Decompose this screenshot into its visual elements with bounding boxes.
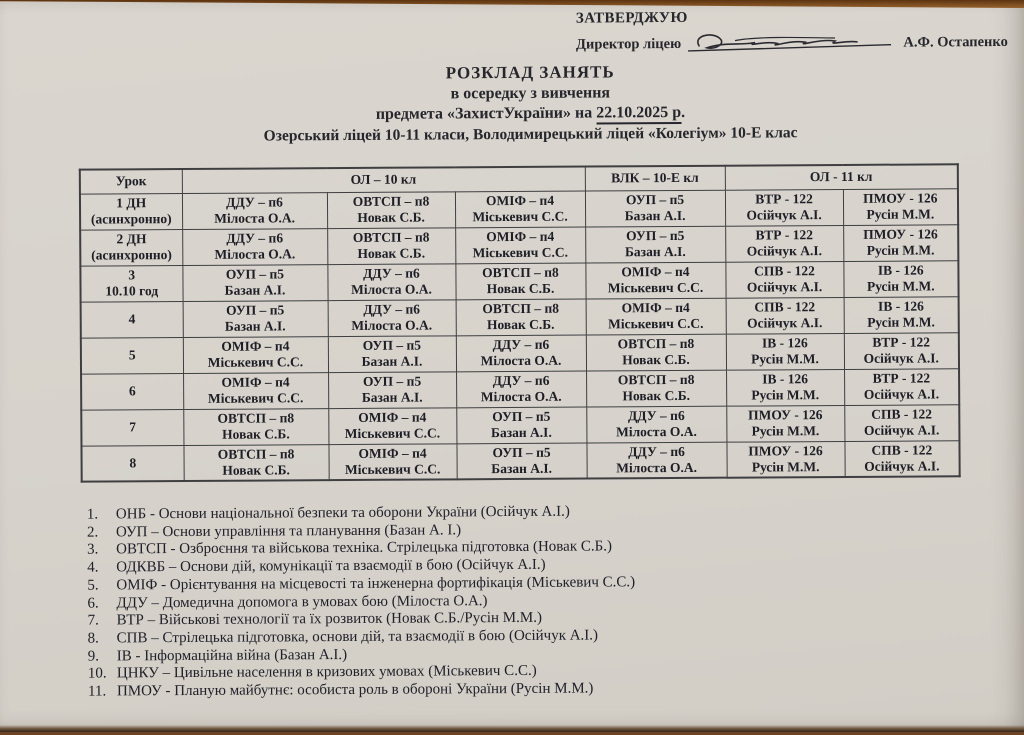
lesson-number-cell [81,301,183,338]
lesson-number-cell [80,193,182,230]
lesson-number-cell [80,265,182,302]
subject-code: ПМОУ - 126 [729,407,842,424]
schedule-cell [725,225,843,262]
teacher-name: Русін М.М. [729,423,842,440]
page-title: РОЗКЛАД ЗАНЯТЬ [38,60,1022,86]
table-row [80,224,958,265]
lesson-label-line: 2 ДН [83,231,180,248]
schedule-cell [183,444,328,481]
subject-code: ОУП – п5 [588,228,723,245]
teacher-name: Русін М.М. [729,387,842,404]
subject-code: ОВТСП – п8 [329,193,452,210]
teacher-name: Мілоста О.А. [330,317,453,334]
teacher-name: Базан А.І. [330,353,453,370]
teacher-name: Русін М.М. [846,314,956,331]
teacher-name: Осійчук А.І. [728,279,841,296]
legend-item-number: 6. [87,595,116,613]
lesson-number-cell [81,409,183,446]
legend-item-text: ДДУ – Домедична допомога в умовах бою (Мілоста О.А.) [116,590,967,613]
subject-code: ОУП – п5 [185,266,325,283]
schedule-cell [844,368,959,405]
legend-item-number: 3. [87,542,116,560]
schedule-cell [456,335,586,372]
subject-code: ДДУ – п6 [459,373,584,390]
teacher-name: Новак С.Б. [330,209,453,226]
subject-code: ПМОУ - 126 [729,443,842,460]
schedule-cell [844,296,959,333]
table-row [81,296,959,337]
teacher-name: Базан А.І. [185,318,325,335]
teacher-name: Базан А.І. [588,208,723,225]
schedule-cell [182,192,327,229]
subject-code: ОМІФ – п4 [458,229,583,246]
table-row [81,404,959,445]
teacher-name: Русін М.М. [728,351,841,368]
teacher-name: Міськевич С.С. [331,425,454,442]
legend-item-number: 11. [88,683,117,701]
schedule-cell [726,297,844,334]
teacher-name: Новак С.Б. [458,281,583,298]
schedule-cell [843,188,958,225]
teacher-name: Новак С.Б. [588,352,723,369]
legend-item-number: 1. [87,506,116,524]
teacher-name: Осійчук А.І. [728,207,841,224]
lesson-number-cell [81,337,183,374]
schedule-cell [843,224,958,261]
teacher-name: Новак С.Б. [186,462,326,479]
signature-icon [685,29,900,56]
legend-item-text: ОНБ - Основи національної безпеки та оборони України (Осійчук А.І.) [116,501,967,524]
teacher-name: Мілоста О.А. [330,281,453,298]
teacher-name: Мілоста О.А. [458,353,583,370]
lesson-label-line: 1 ДН [83,195,180,212]
lesson-label-line: 8 [85,455,182,472]
subject-code: ДДУ – п6 [330,301,453,318]
subject-code: ІВ - 126 [728,335,841,352]
legend-item-text: ОУП – Основи управління та планування (Базан А. І.) [116,519,967,542]
legend-item-text: ІВ - Інформаційна війна (Базан А.І.) [117,643,968,666]
subject-code: ІВ - 126 [846,298,956,315]
lesson-number-cell [81,445,183,482]
teacher-name: Міськевич С.С. [186,390,326,407]
schedule-cell [585,226,725,263]
schedule-cell [587,442,727,479]
schedule-cell [183,408,328,445]
schedule-cell [586,370,726,407]
schedule-cell [455,227,585,264]
teacher-name: Базан А.І. [459,425,584,442]
subject-code: ОВТСП – п8 [330,229,453,246]
schedule-cell [456,407,586,444]
teacher-name: Міськевич С.С. [458,245,583,262]
legend-item-text: ОДКВБ – Основи дій, комунікації та взаємодії в бою (Осійчук А.І.) [116,554,967,577]
schedule-cell [328,371,456,408]
teacher-name: Новак С.Б. [458,317,583,334]
schedule-cell [328,443,456,480]
subject-code: СПВ - 122 [728,299,841,316]
lesson-number-cell [80,229,182,266]
subject-code: СПВ - 122 [847,406,957,423]
legend-item-number: 10. [88,666,117,684]
title-subline-2-suffix: . [681,104,685,121]
subject-code: ДДУ – п6 [458,337,583,354]
schedule-cell [726,441,844,478]
schedule-cell [183,300,328,337]
subject-code: СПВ - 122 [728,263,841,280]
teacher-name: Осійчук А.І. [847,422,957,439]
schedule-cell [586,298,726,335]
teacher-name: Міськевич С.С. [588,280,723,297]
subject-code: ДДУ – п6 [185,230,325,247]
subject-code: ДДУ – п6 [330,265,453,282]
teacher-name: Мілоста О.А. [185,210,325,227]
teacher-name: Русін М.М. [846,206,956,223]
subject-code: ОМІФ – п4 [185,338,325,355]
teacher-name: Осійчук А.І. [847,458,957,475]
subject-code: ДДУ – п6 [589,443,724,460]
teacher-name: Осійчук А.І. [846,350,956,367]
schedule-cell [726,369,844,406]
schedule-cell [327,191,455,228]
subject-code: ДДУ – п6 [589,408,724,425]
schedule-cell [328,335,456,372]
legend-item-text: ЦНКУ – Цивільне населення в кризових умовах (Міськевич С.С.) [117,661,968,684]
schedule-date: 22.10.2025 р [596,104,681,125]
approval-role: Директор ліцею [576,36,681,53]
lesson-number-cell [81,373,183,410]
subject-code: ДДУ – п6 [184,194,324,211]
lesson-label-line: 10.10 год [83,283,180,300]
legend-item-number: 5. [87,577,116,595]
subject-code: ОВТСП – п8 [458,265,583,282]
column-header-ol-10: ОЛ – 10 кл [182,167,585,193]
column-header-ol-11: ОЛ - 11 кл [725,164,958,189]
approval-block [576,8,996,57]
lesson-label-line: 6 [84,383,181,400]
teacher-name: Мілоста О.А. [185,246,325,263]
teacher-name: Базан А.І. [459,460,584,477]
schedule-cell [585,190,725,227]
schedule-cell [455,191,585,228]
approval-stamp: ЗАТВЕРДЖУЮ [576,8,996,28]
schedule-cell [455,263,585,300]
director-name: А.Ф. Остапенко [903,34,1008,51]
schools-line: Озерський ліцей 10-11 класи, Володимирецький ліцей «Колегіум» 10-Е клас [39,123,1023,147]
teacher-name: Міськевич С.С. [185,354,325,371]
schedule-cell [844,404,959,441]
schedule-cell [726,333,844,370]
subject-code: ОВТСП – п8 [589,372,724,389]
subject-code: ОВТСП – п8 [588,336,723,353]
subject-code: ВТР - 122 [727,191,840,208]
approval-role-line [576,28,996,57]
legend-item-number: 2. [87,524,116,542]
title-subline-2 [38,102,1022,126]
schedule-cell [183,336,328,373]
subject-code: ВТР - 122 [846,334,956,351]
legend-item-text: ВТР – Військові технології та їх розвиток (Новак С.Б./Русін М.М.) [116,607,967,630]
schedule-cell [182,264,327,301]
subject-code: ПМОУ - 126 [846,226,956,243]
schedule-cell [182,228,327,265]
legend-item-number: 9. [88,648,117,666]
table-row [81,440,959,481]
teacher-name: Мілоста О.А. [459,389,584,406]
title-subline-1: в осередку з вивчення [38,82,1022,106]
schedule-cell [456,443,586,480]
subject-code: ОВТСП – п8 [186,410,326,427]
table-row [81,368,959,409]
legend-item-text: СПВ – Стрілецька підготовка, основи дій, та взаємодії в бою (Осійчук А.І.) [117,625,968,648]
title-subject: предмета «ЗахистУкраїни» на [376,104,597,122]
subject-code: ІВ - 126 [729,371,842,388]
subject-code: ОМІФ – п4 [331,445,454,462]
column-header-lesson: Урок [80,169,182,194]
teacher-name: Новак С.Б. [330,245,453,262]
schedule-cell [328,407,456,444]
teacher-name: Базан А.І. [185,282,325,299]
subject-code: ОМІФ – п4 [457,193,582,210]
subject-code: ІВ - 126 [846,262,956,279]
schedule-cell [726,405,844,442]
teacher-name: Мілоста О.А. [589,424,724,441]
schedule-cell [844,440,959,477]
subject-code: ОМІФ – п4 [588,264,723,281]
teacher-name: Міськевич С.С. [458,209,583,226]
abbreviation-legend [87,501,968,701]
legend-item-number: 7. [87,613,116,631]
teacher-name: Осійчук А.І. [728,243,841,260]
teacher-name: Міськевич С.С. [588,316,723,333]
subject-code: ОМІФ – п4 [588,300,723,317]
subject-code: ОУП – п5 [331,373,454,390]
subject-code: ВТР - 122 [728,227,841,244]
subject-code: ОУП – п5 [459,444,584,461]
teacher-name: Осійчук А.І. [728,315,841,332]
schedule-cell [183,372,328,409]
subject-code: СПВ - 122 [847,442,957,459]
teacher-name: Русін М.М. [846,278,956,295]
schedule-cell [725,189,843,226]
teacher-name: Новак С.Б. [186,426,326,443]
lesson-label-line: 5 [84,347,181,364]
document-title-block [38,60,1022,147]
teacher-name: Базан А.І. [588,244,723,261]
subject-code: ОВТСП – п8 [186,446,326,463]
schedule-cell [586,334,726,371]
teacher-name: Русін М.М. [846,242,956,259]
table-row [80,188,958,229]
lesson-label-line: 7 [84,419,181,436]
subject-code: ОУП – п5 [459,409,584,426]
subject-code: ОУП – п5 [330,337,453,354]
lesson-label-line: (асинхронно) [83,247,180,264]
schedule-cell [327,263,455,300]
legend-item-text: ПМОУ - Планую майбутнє: особиста роль в обороні України (Русін М.М.) [117,678,968,701]
subject-code: ОУП – п5 [587,192,722,209]
teacher-name: Мілоста О.А. [589,459,724,476]
teacher-name: Базан А.І. [331,389,454,406]
legend-item-number: 8. [88,630,117,648]
schedule-cell [585,262,725,299]
teacher-name: Міськевич С.С. [331,461,454,478]
desk-edge-bottom [0,725,1024,732]
teacher-name: Осійчук А.І. [847,386,957,403]
schedule-cell [456,299,586,336]
subject-code: ОМІФ – п4 [186,374,326,391]
lesson-label-line: 3 [83,267,180,284]
legend-item-number: 4. [87,560,116,578]
schedule-cell [456,371,586,408]
legend-item-text: ОВТСП - Озброєння та військова техніка. Стрілецька підготовка (Новак С.Б.) [116,537,967,560]
teacher-name: Новак С.Б. [589,388,724,405]
subject-code: ОУП – п5 [185,302,325,319]
lesson-label-line: 4 [84,311,181,328]
subject-code: ОМІФ – п4 [331,409,454,426]
schedule-cell [586,406,726,443]
schedule-cell [844,332,959,369]
lesson-label-line: (асинхронно) [83,211,180,228]
teacher-name: Русін М.М. [729,459,842,476]
column-header-vlk-10e: ВЛК – 10-Е кл [585,166,725,191]
schedule-table [79,163,961,482]
table-row [80,260,958,301]
schedule-cell [327,227,455,264]
subject-code: ОВТСП – п8 [458,301,583,318]
schedule-cell [843,260,958,297]
schedule-cell [328,299,456,336]
subject-code: ПМОУ - 126 [845,190,955,207]
schedule-cell [725,261,843,298]
table-row [81,332,959,373]
legend-item-text: ОМІФ - Орієнтування на місцевості та інженерна фортифікація (Міськевич С.С.) [116,572,967,595]
subject-code: ВТР - 122 [847,370,957,387]
